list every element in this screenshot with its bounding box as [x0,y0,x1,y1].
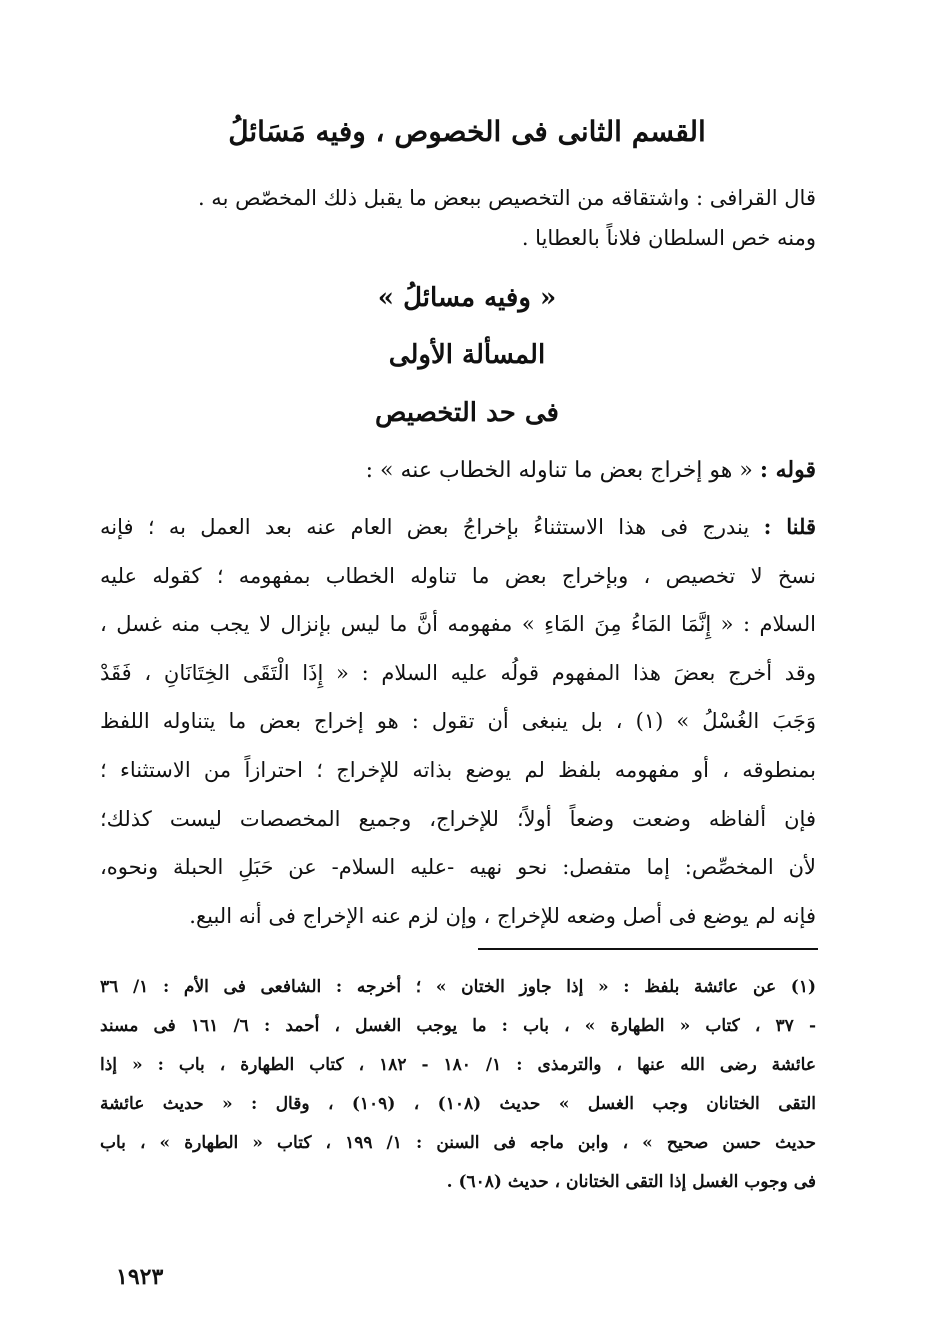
body-line: وقد أخرج بعضَ هذا المفهوم قولُه عليه السلام : « إِذَا الْتَقَى الخِتَانَانِ ، فَقَدْ [100,660,816,685]
quote-text: « هو إخراج بعض ما تناوله الخطاب عنه » : [365,458,753,483]
footnote-separator [478,948,818,950]
body-paragraph [100,503,816,940]
footnote-line: حديث حسن صحيح » ، وابن ماجه فى السنن : ١/ ١٩٩ ، كتاب « الطهارة » ، باب [100,1133,816,1153]
body-line: لأن المخصِّص: إما متفصل: نحو نهيه -عليه السلام- عن حَبَلِ الحبلة ونحوه، [100,855,816,880]
heading-masail: « وفيه مسائلُ » [377,283,557,313]
page-number: ١٩٢٣ [116,1264,164,1290]
heading-first-issue: المسألة الأولى [388,340,546,370]
footnote-line: التقى الختانان وجب الغسل » حديث (١٠٨) ، (١٠٩) ، وقال : « حديث عائشة [100,1094,816,1114]
footnote-line: عائشة رضى الله عنها ، والترمذى : ١/ ١٨٠ - ١٨٢ ، كتاب الطهارة ، باب : « إذا [100,1055,816,1075]
footnote-line: (١) عن عائشة بلفظ : « إذا جاوز الختان » ؛ أخرجه : الشافعى فى الأم : ١/ ٣٦ [100,977,816,997]
footnote-line: - ٣٧ ، كتاب « الطهارة » ، باب : ما يوجب الغسل ، أحمد : ٦/ ١٦١ فى مسند [100,1016,816,1036]
body-line: فإن ألفاظه وضعت وضعاً أولاً؛ للإخراج، وجميع المخصصات ليست كذلك؛ [100,806,816,831]
footnote-line: فى وجوب الغسل إذا التقى الختانان ، حديث (٦٠٨) . [446,1172,816,1192]
body-line: قلنا : يندرج فى هذا الاستثناءُ بإخراجُ بعض العام عنه بعد العمل به ؛ فإنه [100,514,816,539]
footnote [100,968,816,1202]
body-line: وَجَبَ الغُسْلُ » (١) ، بل ينبغى أن تقول : هو إخراج بعض ما يتناوله اللفظ [100,709,816,734]
body-line: نسخ لا تخصيص ، وبإخراج بعض ما تناوله الخطاب بمفهومه ؛ كقوله عليه [100,563,816,588]
intro-paragraph [96,178,816,258]
section-title: القسم الثانى فى الخصوص ، وفيه مَسَائلُ [228,115,706,148]
intro-line: قال القرافى : واشتقاقه من التخصيص ببعض ما يقبل ذلك المخصّص به . [197,186,816,210]
body-line: السلام : « إِنَّمَا المَاءُ مِنَ المَاءِ » مفهومه أنَّ ما ليس بإنزال لا يجب منه غسل ، [100,612,816,637]
quote-line [96,450,816,491]
body-lead: قلنا : [763,514,816,539]
heading-definition: فى حد التخصيص [375,398,559,428]
intro-line: ومنه خص السلطان فلاناً بالعطايا . [521,226,816,250]
body-line: بمنطوقه ، أو مفهومه بلفظ لم يوضع بذاته للإخراج ؛ احترازاً من الاستثناء ؛ [100,757,816,782]
quote-lead: قوله : [759,457,816,483]
body-line: فإنه لم يوضع فى أصل وضعه للإخراج ، وإن لزم عنه الإخراج فى أنه البيع. [189,903,816,928]
